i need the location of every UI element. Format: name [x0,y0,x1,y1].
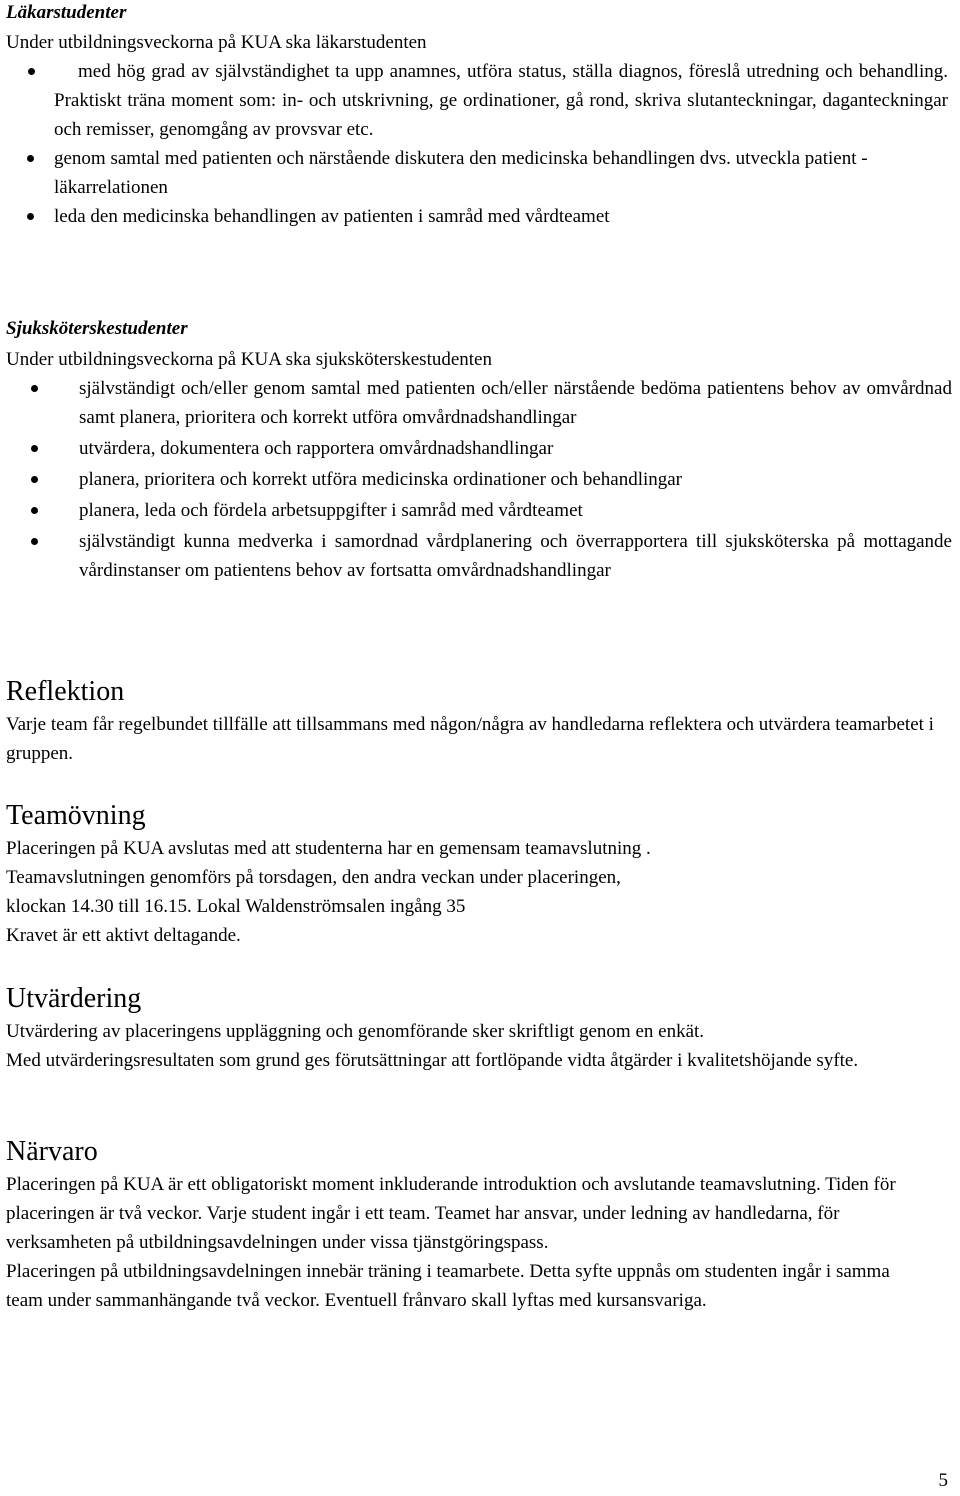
section-utvardering [6,981,952,1075]
page-number: 5 [938,1470,948,1491]
section-paragraph: Placeringen på utbildningsavdelningen innebär träning i teamarbete. Detta syfte uppnås om studenten ingår i samma team under sammanhängande två veckor. Eventuell frånvaro skall lyftas med kursansvariga. [6,1261,890,1311]
section-teamovning [6,798,952,950]
section-heading-narvaro: Närvaro [6,1136,98,1167]
bullet-icon [27,155,34,162]
list-item-text: genom samtal med patienten och närstående diskutera den medicinska behandlingen dvs. utveckla patient - läkarrelationen [54,148,868,198]
list-item [6,374,952,432]
text-line: Placeringen på KUA avslutas med att studenterna har en gemensam teamavslutning . [6,838,651,859]
text-line: Teamavslutningen genomförs på torsdagen, den andra veckan under placeringen, [6,867,621,888]
section-paragraph: Med utvärderingsresultaten som grund ges förutsättningar att fortlöpande vidta åtgärder i kvalitetshöjande syfte. [6,1050,859,1071]
list-item-text: utvärdera, dokumentera och rapportera omvårdnadshandlingar [79,438,554,459]
text-line: Kravet är ett aktivt deltagande. [6,925,241,946]
bullet-list [6,374,952,585]
text-line: Utvärdering av placeringens uppläggning och genomförande sker skriftligt genom en enkät. [6,1021,705,1042]
list-item-text: planera, leda och fördela arbetsuppgifter i samråd med vårdteamet [79,500,583,521]
list-item [6,57,952,144]
bullet-icon [27,213,34,220]
section-lakarstudenter [6,0,952,231]
bullet-list [6,57,952,231]
section-narvaro [6,1134,952,1315]
section-paragraph: Placeringen på KUA är ett obligatoriskt moment inkluderande introduktion och avslutande teamavslutning. Tiden för placeringen är två veckor. Varje student ingår i ett team. Teamet har ansvar, under ledning av handledarna, för verksamheten på utbildningsavdelningen under vissa tjänstgöringspass. [6,1174,896,1253]
list-item [6,434,952,463]
list-item [6,527,952,585]
section-heading-lakarstudenter: Läkarstudenter [6,2,127,23]
list-item-text: självständigt och/eller genom samtal med patienten och/eller närstående bedöma patientens behov av omvårdnad samt planera, prioritera och korrekt utföra omvårdnadshandlingar [79,378,952,428]
bullet-icon [31,476,38,483]
bullet-icon [31,385,38,392]
bullet-icon [31,445,38,452]
bullet-icon [28,68,35,75]
list-item [6,202,952,231]
list-item [6,465,952,494]
section-heading-sjukskoterskestudenter: Sjuksköterskestudenter [6,318,188,339]
section-intro: Under utbildningsveckorna på KUA ska läkarstudenten [6,32,427,53]
section-paragraph: Varje team får regelbundet tillfälle att tillsammans med någon/några av handledarna reflektera och utvärdera teamarbetet i gruppen. [6,714,934,764]
bullet-icon [31,538,38,545]
section-heading-reflektion: Reflektion [6,676,125,707]
section-heading-teamovning: Teamövning [6,800,146,831]
list-item-text: självständigt kunna medverka i samordnad vårdplanering och överrapportera till sjuksköterska på mottagande vårdinstanser om patientens behov av fortsatta omvårdnadshandlingar [79,531,952,581]
section-intro: Under utbildningsveckorna på KUA ska sjuksköterskestudenten [6,349,492,370]
list-item-text: med hög grad av självständighet ta upp anamnes, utföra status, ställa diagnos, föreslå utredning och behandling. Praktiskt träna moment som: in- och utskrivning, ge ordinationer, gå rond, skriva slutanteckningar, daganteckningar och remisser, genomgång av provsvar etc. [54,61,948,140]
list-item-text: leda den medicinska behandlingen av patienten i samråd med vårdteamet [54,206,610,227]
section-heading-utvardering: Utvärdering [6,983,142,1014]
bullet-icon [31,507,38,514]
section-reflektion [6,674,952,768]
list-item-text: planera, prioritera och korrekt utföra medicinska ordinationer och behandlingar [79,469,683,490]
list-item [6,496,952,525]
section-sjukskoterskestudenter [6,316,952,585]
text-line: klockan 14.30 till 16.15. Lokal Waldenströmsalen ingång 35 [6,896,466,917]
list-item [6,144,952,202]
